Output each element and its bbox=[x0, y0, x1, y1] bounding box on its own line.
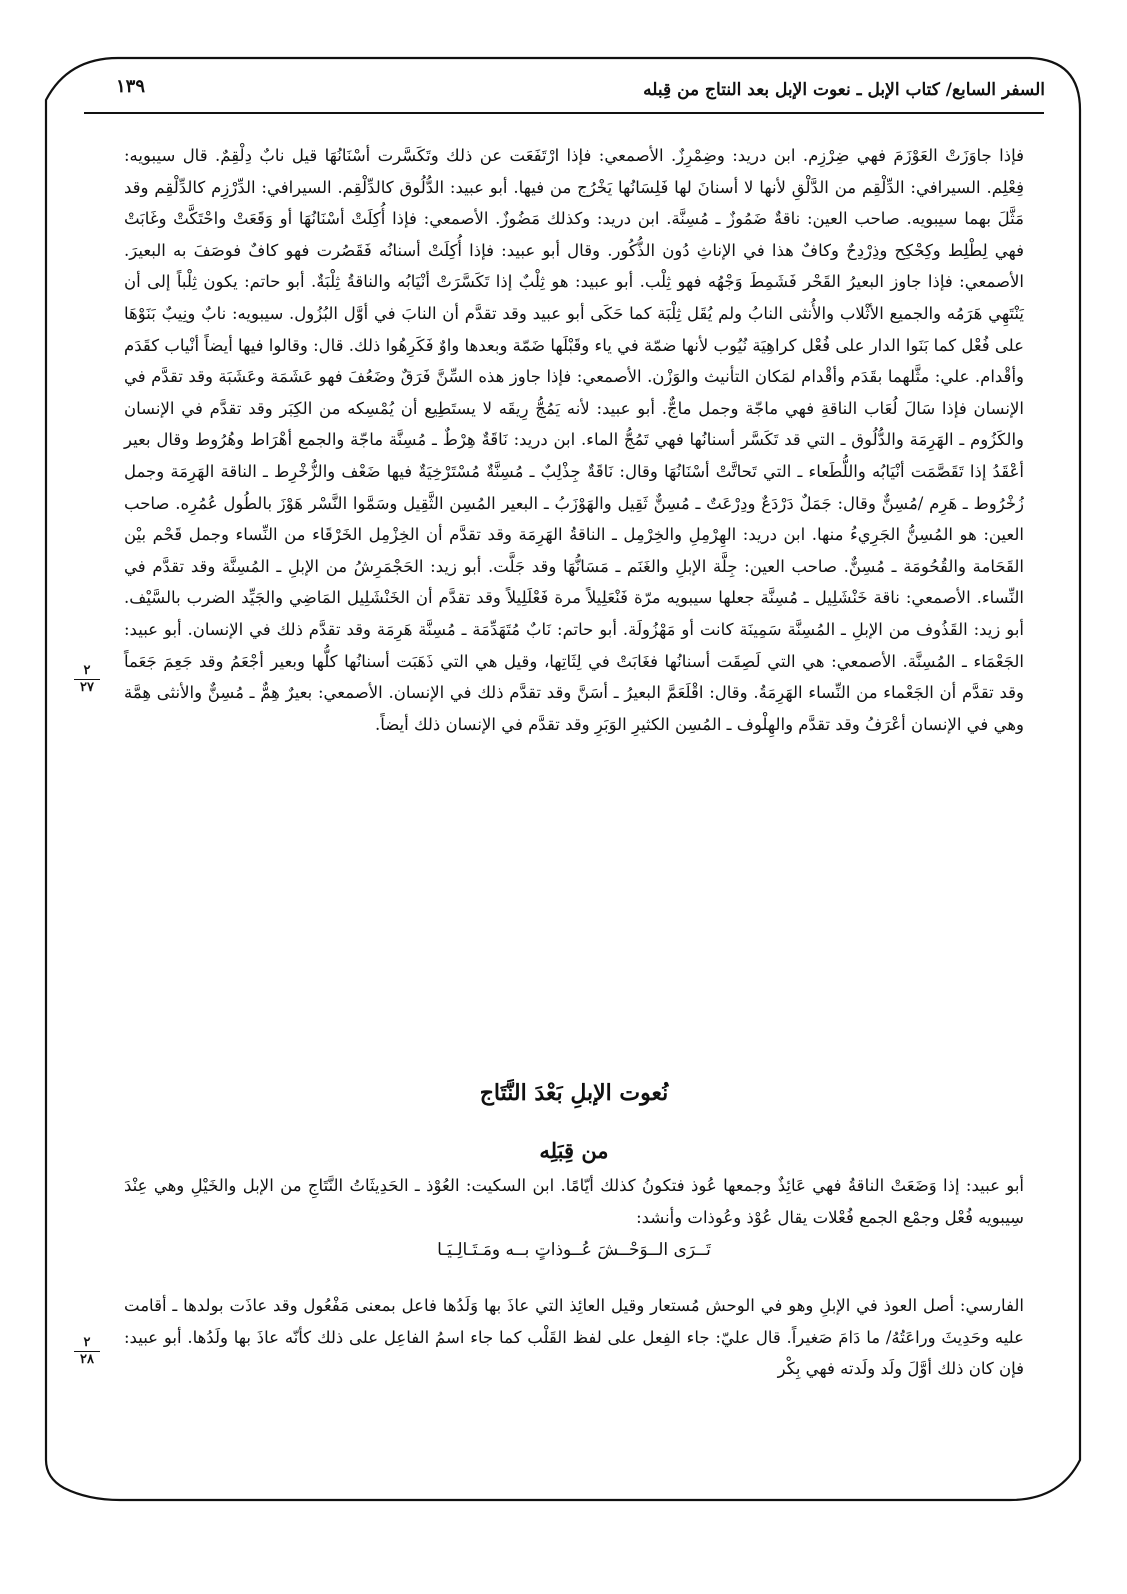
body-paragraph: فإذا جاوَزَتْ العَوْزَمَ فهي ضِرْزِم. ابن دريد: وضِمْرِزٌ. الأصمعي: فإذا ارْتَفَعَت عن ذلك وتَكَسَّرت أسْنَانُهَا قيل نابٌ دِلْقِمٌ. قال سيبويه: فِعْلِم. السيرافي: الدِّلْقِم من الدَّلْقِ لأنها لا أسنانَ لها فَلِسَانُها يَخْرُج من فيها. أبو عبيد: الدُّلُوق كالدِّلْقِم. السيرافي: الدِّرْزِم كالدِّلْقِم وقد مَثَّلَ بهما سيبويه. صاحب العين: ناقةٌ ضَمُوزٌ ـ مُسِنَّة. ابن دريد: وكذلك مَضُوزٌ. الأصمعي: فإذا أُكِلَتْ أسْنَانُهَا أو وَقَعَتْ واحْتَكَّتْ وغَابَتْ فهي لِطْلِط وكِحْكِح وذِرْدِحٌ وكافٌ هذا في الإناثِ دُون الذُّكُور. وقال أبو عبيد: فإذا أُكِلَتْ أسنانُه فَقَصُرت فهو كافٌ فوصَفَ به البعيرَ. الأصمعي: فإذا جاوز البعيرُ القَحْر فَشَمِطَ وَجْهُه فهو ثِلْب. أبو عبيد: هو ثِلْبٌ إذا تَكَسَّرَتْ أنْيَابُه والناقةُ ثِلْبَةٌ. أبو حاتم: يكون ثِلْباً إلى أن يَنْتَهِي هَرَمُه والجميع الأثْلاب والأُنثى النابُ ولم يُقَل ثِلْبَة كما حَكَى أبو عبيد وقد تقدَّم أن النابَ في أوَّل البُزُول. سيبويه: نابٌ ونِيبٌ بَنَوْهَا على فُعْل كما بَنَوا الدار على فُعْل كراهِيَة نُيُوب لأنها ضمّة في ياء وقَبْلَها ضَمّة وبعدها واوٌ فَكَرِهُوا ذلك. قال: وقالوا فيها أيضاً أنْياب كقَدَم وأقْدام. علي: مثَّلهما بقَدَم وأقْدام لمَكان التأنيث والوَزْن. الأصمعي: فإذا جاوز هذه السِّنَّ فَرَقٌ وضَعُفَ فهو عَشَمَة وعَشَبَة وقد تقدَّم في الإنسان فإذا سَالَ لُعَاب الناقةِ فهي ماجّة وجمل ماجٌّ. أبو عبيد: لأنه يَمُجُّ رِيقَه لا يستَطِيع أن يُمْسِكه من الكِبَر وقد تقدَّم في الإنسان والكَزُوم ـ الهَرِمَة والدُّلُوق ـ التي قد تَكَسَّر أسنانُها فهي تَمُجُّ الماء. ابن دريد: نَاقَةٌ هِرْطٌ ـ مُسِنَّة ماجّة والجمع أهْرَاط وهُرُوط وقال بعير أعْقَدُ إذا تَقَصَّمَت أنْيَابُه واللُّطَعاء ـ التي تَحاتَّتْ أسْنَانُهَا وقال: نَاقَةٌ جِذْلِبٌ ـ مُسِنَّةٌ مُسْتَرْخِيَةٌ فيها ضَعْف والزُّخْرِط ـ الناقة الهَرِمَة وجمل زُخْرُوط ـ هَرِم /مُسِنٌّ وقال: جَمَلٌ دَرْدَعٌ ودِرْعَتٌ ـ مُسِنٌّ ثَقِيل والهَوْزَبُ ـ البعير المُسِن الثَّقِيل وسَمَّوا النَّسْر هَوْزَ بالطُول عُمُرِه. صاحب العين: هو المُسِنُّ الجَرِيءُ منها. ابن دريد: الهِرْمِلِ والخِرْمِل ـ الناقةُ الهَرِمَة وقد تقدَّم أن الخِزْمِل الخَرْقَاء من النِّساء وجمل قَحْم بيْن القَحَامة والقُحُومَة ـ مُسِنٌّ. صاحب العين: جِلَّة الإبلِ والغَنَم ـ مَسَانُّهَا وقد جَلَّت. أبو زيد: الحَجْمَرِشُ من الإبلِ ـ المُسِنَّة وقد تقدَّم في النِّساء. الأصمعي: ناقة خَنْشَلِيل ـ مُسِنَّة جعلها سيبويه مرّة فَنْعَلِيلاً مرة فَعْلَلِيلاً وقد تقدَّم أن الخَنْشَلِيل المَاضِي والجَيِّد الضرب بالسَّيْف. أبو زيد: القَذُوف من الإبلِ ـ المُسِنَّة سَمِينَة كانت أو مَهْزُولَة. أبو حاتم: نَابٌ مُتَهَدِّمَة ـ مُسِنَّة هَرِمَة وقد تقدَّم ذلك في الإنسان. أبو عبيد: الجَعْمَاء ـ المُسِنَّة. الأصمعي: هي التي لَصِقَت أسنانُها فغَابَتْ في لِثَاتِها، وقيل هي التي ذَهَبَت أسنانُها كلُّها وبعير أجْعَمُ وقد جَعِمَ جَعَماً وقد تقدَّم أن الجَعْماء من النِّساء الهَرِمَةُ. وقال: اقْلَعَمَّ البعيرُ ـ أسَنَّ وقد تقدَّم ذلك في الإنسان. الأصمعي: بعيرٌ هِمٌّ ـ مُسِنٌّ والأنثى هِمَّة وهي في الإنسان أعْرَفُ وقد تقدَّم والهِلْوف ـ المُسِن الكثيرِ الوَبَرِ وقد تقدَّم في الإنسان ذلك أيضاً. bbox=[124, 146, 1024, 734]
poetry-verse: تَــرَى الــوَحْــشَ عُــوذاتٍ بــه ومَـتَـالِـيَـا bbox=[437, 1240, 711, 1260]
margin-page-reference bbox=[70, 664, 104, 695]
margin-volume: ٢ bbox=[83, 1335, 91, 1350]
body-paragraph: أبو عبيد: إذا وَضَعَتْ الناقةُ فهي عَائِذٌ وجمعها عُوذ فتكونُ كذلك أيّامًا. ابن السكيت: العُوْذ ـ الحَدِيثَاتُ النَّتَاجِ من الإبل والخَيْلِ وهي عِنْدَ سِيبويه فُعْل وجمْع الجمع فُعْلات يقال عُوْذ وعُوذات وأنشد: bbox=[124, 1176, 1024, 1227]
section-subheading: من قِبَلِه bbox=[539, 1138, 609, 1163]
section-heading: نُعوت الإبلِ بَعْدَ النَّتَاج bbox=[479, 1080, 669, 1106]
section-paragraph-2 bbox=[124, 1290, 1024, 1385]
running-header: السفر السابع/ كتاب الإبل ـ نعوت الإبل بعد النتاج من قِبله bbox=[643, 80, 1045, 100]
margin-page-reference bbox=[70, 1336, 104, 1367]
main-text-block bbox=[124, 140, 1024, 740]
margin-page: ٢٨ bbox=[80, 1352, 94, 1367]
margin-volume: ٢ bbox=[83, 663, 91, 678]
margin-page: ٢٧ bbox=[80, 680, 94, 695]
body-paragraph: الفارسي: أصل العوذ في الإبلِ وهو في الوحش مُستعار وقيل العائِذ التي عاذَ بها وَلَدُها فاعل بمعنى مَفْعُول وقد عاذَت بولدها ـ أقامت عليه وحَدِيثَ وراعَتُهُ/ ما دَامَ صَغيراً. قال عليّ: جاء الفِعل على لفظ القَلْب كما جاء اسمُ الفاعِل على ذلك كأنّه عاذَ بها ولَدُها. أبو عبيد: فإن كان ذلك أوَّلَ ولَد ولَدته فهي بِكْر bbox=[124, 1296, 1024, 1379]
header-divider bbox=[84, 112, 1044, 114]
section-paragraph-1 bbox=[124, 1170, 1024, 1233]
page-number: ١٣٩ bbox=[116, 76, 146, 97]
